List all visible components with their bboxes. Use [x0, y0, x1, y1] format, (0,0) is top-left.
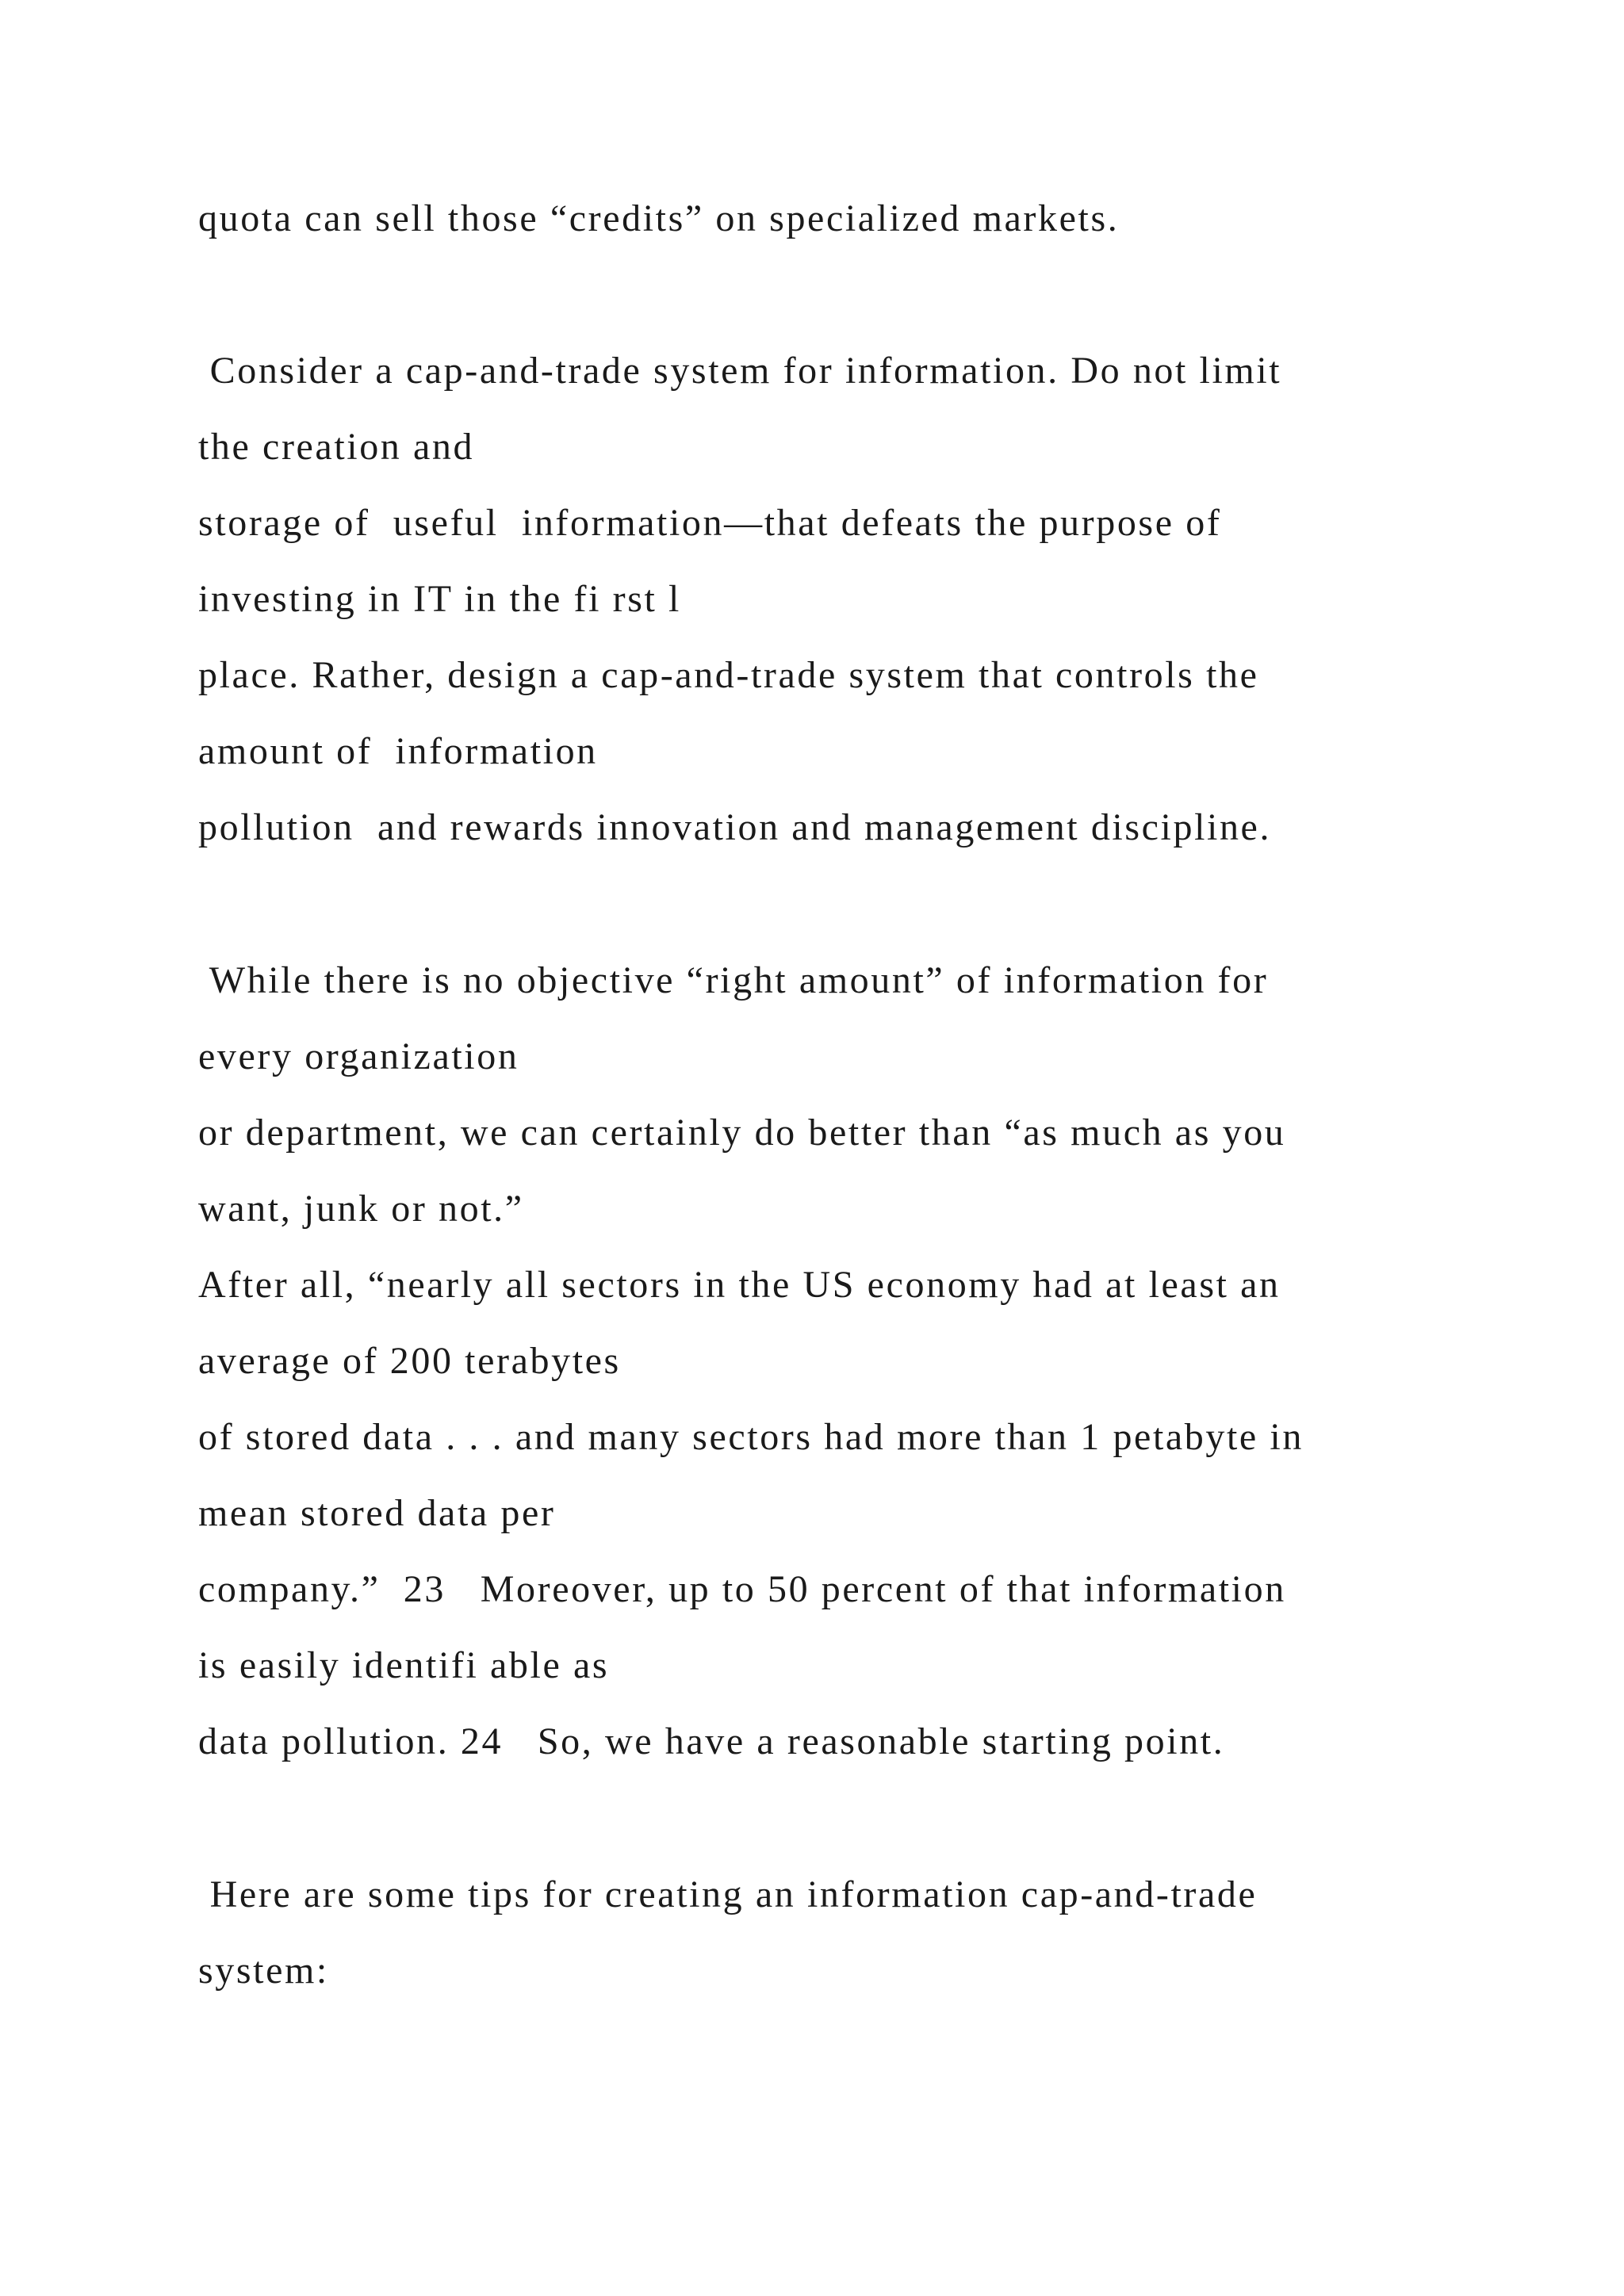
- text-line: company.” 23 Moreover, up to 50 percent of that information: [198, 1568, 1286, 1610]
- text-line: or department, we can certainly do better than “as much as you: [198, 1112, 1286, 1154]
- text-line: Here are some tips for creating an information cap-and-trade: [198, 1873, 1258, 1915]
- text-line: quota can sell those “credits” on specialized markets.: [198, 197, 1120, 239]
- text-line: pollution and rewards innovation and management discipline.: [198, 806, 1272, 848]
- text-line: average of 200 terabytes: [198, 1340, 621, 1382]
- text-line: of stored data . . . and many sectors had more than 1 petabyte in: [198, 1416, 1304, 1458]
- text-line: While there is no objective “right amount” of information for: [198, 959, 1269, 1001]
- text-line: system:: [198, 1950, 329, 1992]
- text-line: place. Rather, design a cap-and-trade system that controls the: [198, 654, 1259, 696]
- text-line: the creation and: [198, 426, 475, 468]
- text-line: is easily identifi able as: [198, 1644, 610, 1686]
- text-line: data pollution. 24 So, we have a reasonable starting point.: [198, 1720, 1225, 1762]
- text-line: want, junk or not.”: [198, 1188, 524, 1230]
- text-line: Consider a cap-and-trade system for information. Do not limit: [198, 350, 1282, 392]
- text-line: investing in IT in the fi rst l: [198, 578, 681, 620]
- text-line: amount of information: [198, 730, 598, 772]
- text-line: storage of useful information—that defeats the purpose of: [198, 502, 1222, 544]
- text-line: every organization: [198, 1035, 519, 1077]
- text-line: After all, “nearly all sectors in the US economy had at least an: [198, 1264, 1281, 1306]
- text-line: mean stored data per: [198, 1492, 556, 1534]
